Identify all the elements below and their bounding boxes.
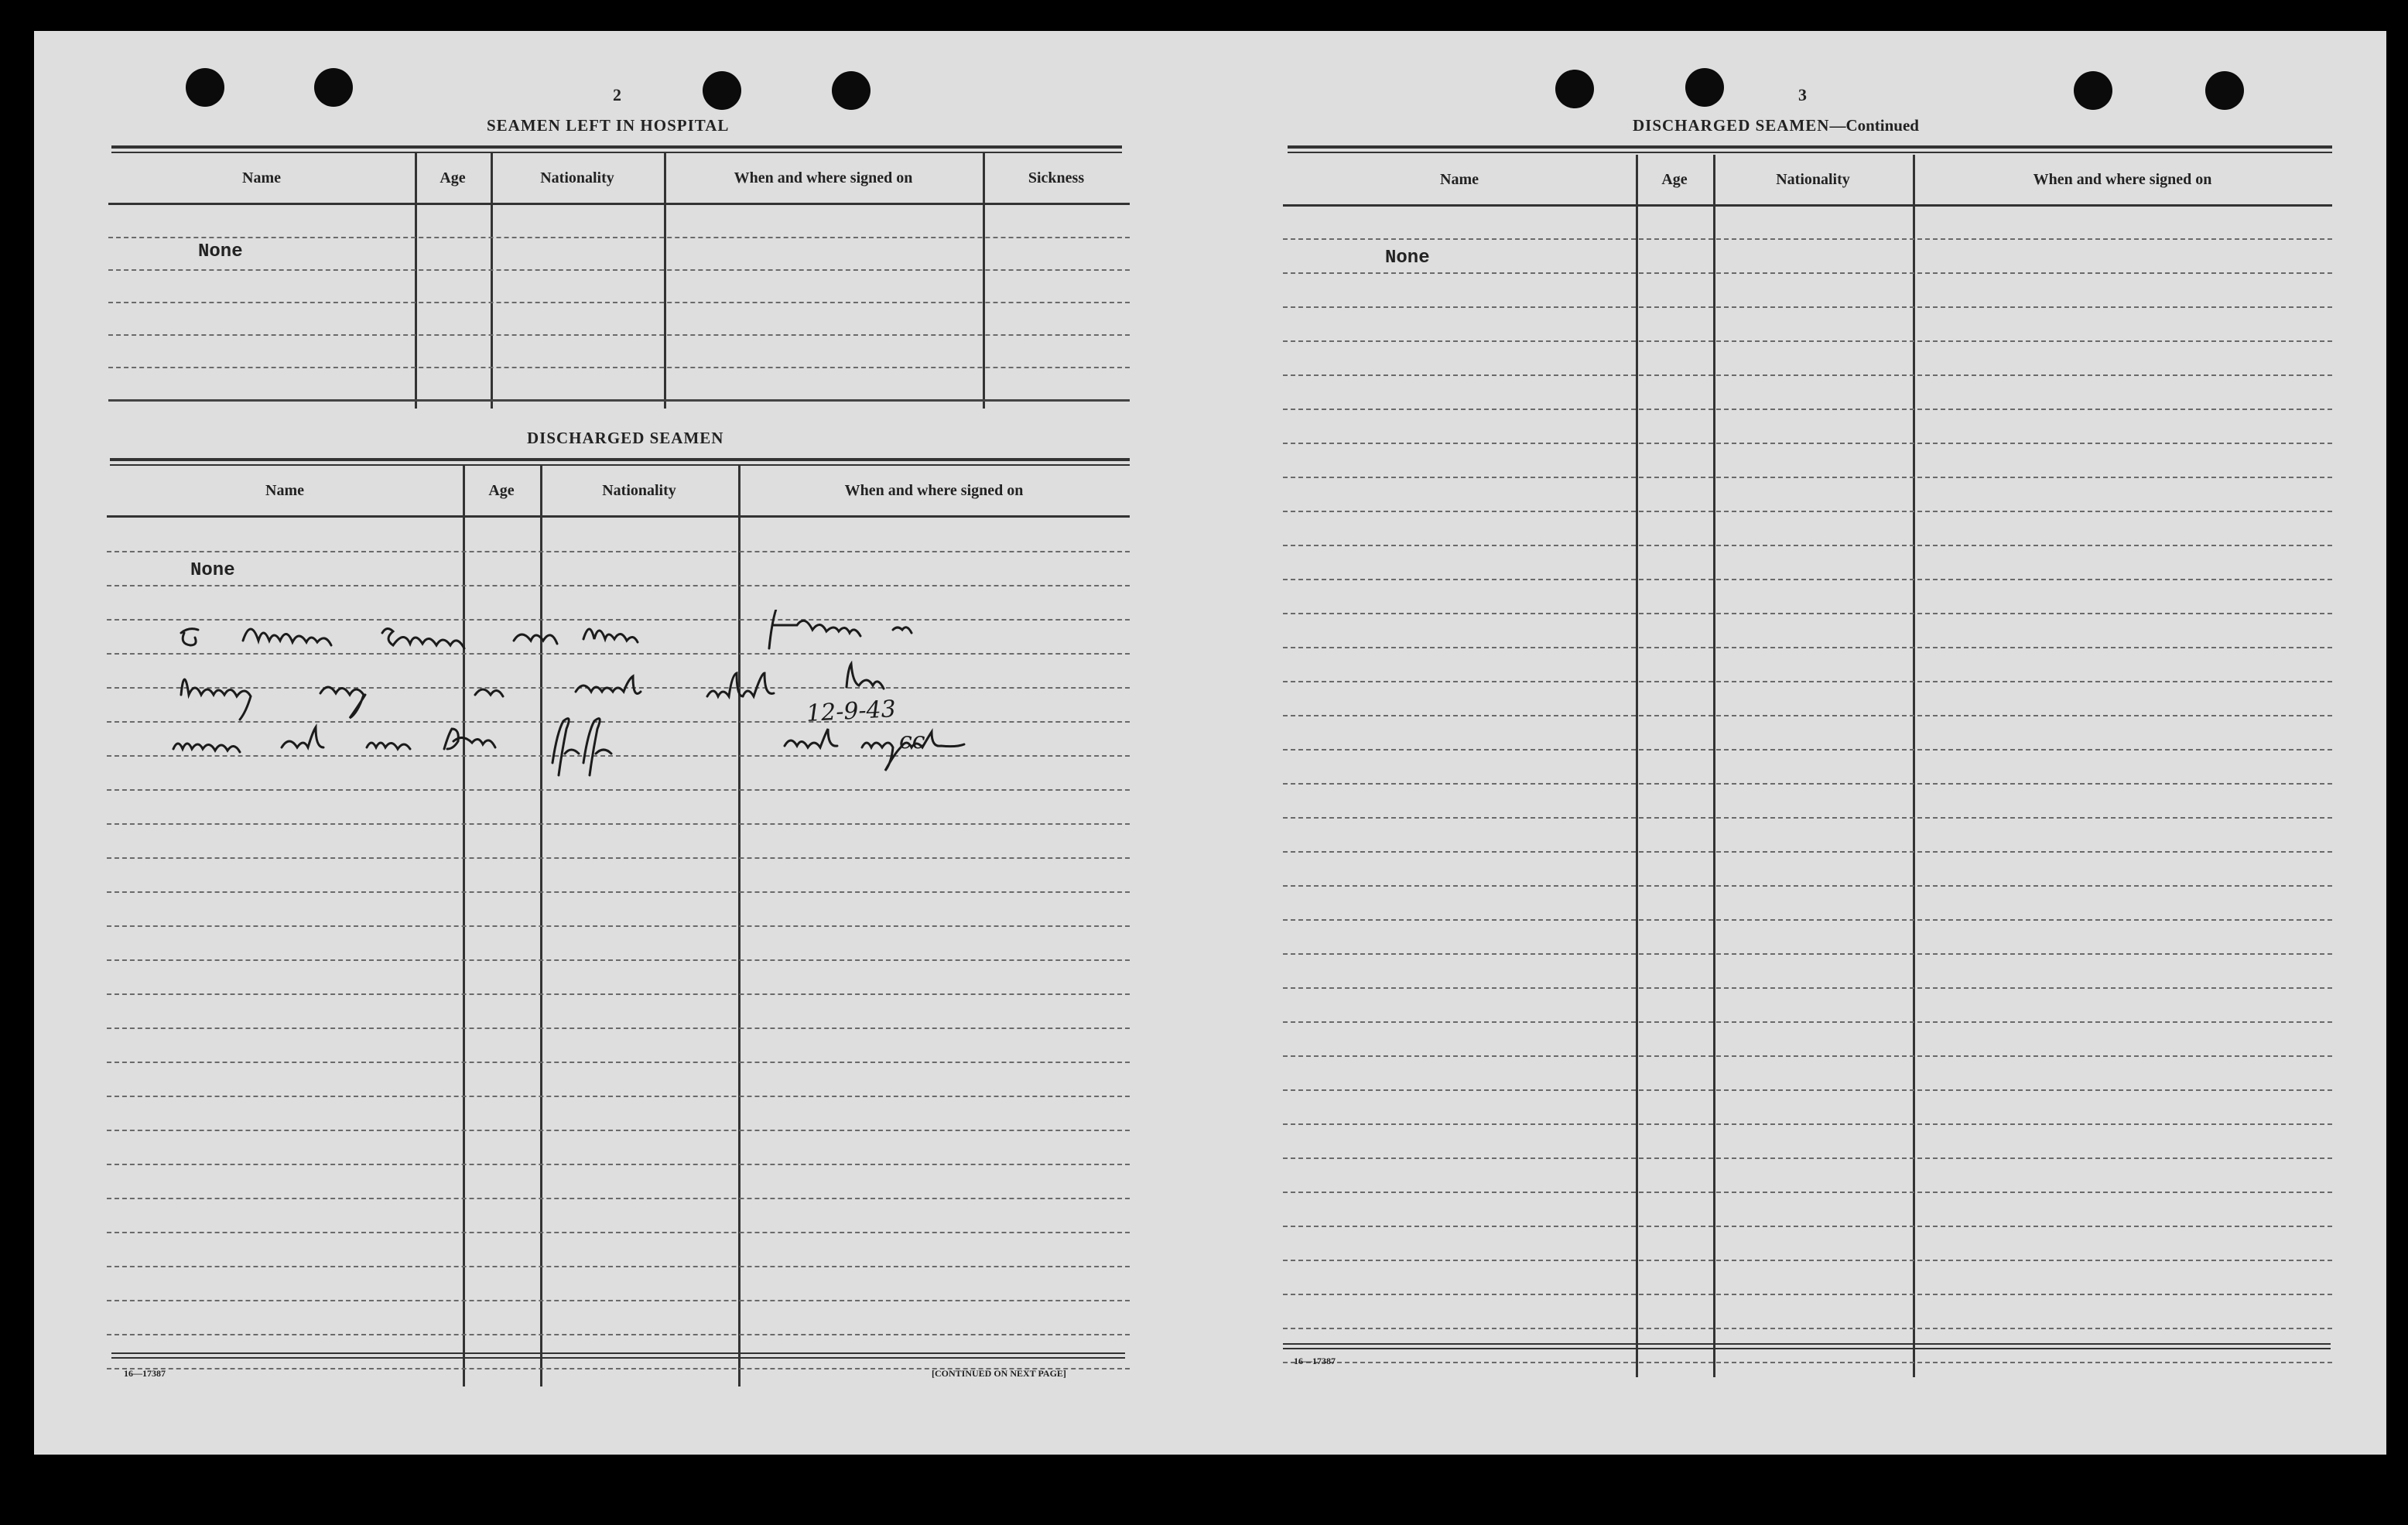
row-line	[107, 823, 1130, 825]
handwriting-strokes	[150, 610, 1117, 788]
column-divider	[1713, 155, 1715, 1377]
row-line	[1283, 681, 2332, 682]
header-rule	[108, 203, 1130, 205]
punch-hole	[314, 68, 353, 107]
column-divider	[1913, 155, 1915, 1377]
title-main: DISCHARGED SEAMEN	[1633, 116, 1830, 135]
row-line	[107, 925, 1130, 927]
row-line	[1283, 306, 2332, 308]
column-header-signed-on: When and where signed on	[844, 481, 1024, 499]
row-line	[1283, 919, 2332, 921]
row-line	[107, 1300, 1130, 1301]
handwritten-note	[150, 610, 1117, 788]
row-line	[1283, 749, 2332, 751]
row-line	[1283, 1294, 2332, 1295]
row-line	[1283, 851, 2332, 853]
bottom-rule	[1283, 1343, 2331, 1345]
page-number: 3	[1798, 85, 1807, 104]
row-line	[1283, 374, 2332, 376]
discharged-continued-entry: None	[1385, 248, 1430, 268]
row-line	[1283, 409, 2332, 410]
row-line	[108, 302, 1130, 303]
column-header-name: Name	[242, 169, 281, 186]
column-header-nationality: Nationality	[540, 169, 614, 186]
row-line	[107, 1334, 1130, 1335]
row-line	[1283, 953, 2332, 955]
punch-hole	[1685, 68, 1724, 107]
punch-hole	[1555, 70, 1594, 108]
title-rule	[1288, 145, 2332, 149]
bottom-rule	[1283, 1348, 2331, 1349]
row-line	[107, 959, 1130, 961]
row-line	[107, 585, 1130, 586]
column-header-name: Name	[1440, 170, 1479, 188]
column-header-age: Age	[488, 481, 515, 499]
column-divider	[664, 153, 666, 409]
row-line	[1283, 272, 2332, 274]
row-line	[107, 1232, 1130, 1233]
row-line	[1283, 1055, 2332, 1057]
discharged-table	[107, 466, 1130, 1387]
hospital-table	[108, 153, 1130, 409]
punch-hole	[2205, 71, 2244, 110]
row-line	[108, 269, 1130, 271]
punch-hole	[2074, 71, 2112, 110]
column-divider	[415, 153, 417, 409]
row-line	[1283, 885, 2332, 887]
column-divider	[983, 153, 985, 409]
row-line	[107, 891, 1130, 893]
column-header-age: Age	[1661, 170, 1688, 188]
form-number: 16—17387	[1294, 1356, 1336, 1366]
row-line	[107, 1027, 1130, 1029]
row-line	[1283, 443, 2332, 444]
title-rule	[1288, 152, 2332, 153]
row-line	[107, 551, 1130, 552]
row-line	[107, 1062, 1130, 1063]
row-line	[1283, 613, 2332, 614]
row-line	[1283, 1157, 2332, 1159]
row-line	[107, 857, 1130, 859]
punch-hole	[703, 71, 741, 110]
column-header-age: Age	[440, 169, 466, 186]
handwritten-initials: cc	[899, 727, 925, 754]
row-line	[107, 1266, 1130, 1267]
discharged-continued-table	[1283, 155, 2332, 1377]
row-line	[1283, 783, 2332, 785]
row-line	[108, 334, 1130, 336]
hospital-section-title: SEAMEN LEFT IN HOSPITAL	[487, 116, 730, 135]
row-line	[1283, 1328, 2332, 1329]
title-rule	[111, 145, 1122, 149]
header-rule	[1283, 204, 2332, 207]
row-line	[1283, 545, 2332, 546]
column-header-nationality: Nationality	[602, 481, 676, 499]
column-header-signed-on: When and where signed on	[2033, 170, 2212, 188]
row-line	[107, 789, 1130, 791]
hospital-entry: None	[198, 241, 243, 262]
row-line	[107, 1130, 1130, 1131]
row-line	[1283, 1362, 2332, 1363]
row-line	[1283, 579, 2332, 580]
row-line	[107, 993, 1130, 995]
row-line	[1283, 1260, 2332, 1261]
document-sheet	[34, 31, 2386, 1455]
row-line	[1283, 817, 2332, 819]
column-header-nationality: Nationality	[1776, 170, 1850, 188]
bottom-rule	[111, 1352, 1125, 1354]
punch-hole	[186, 68, 224, 107]
row-line	[1283, 1123, 2332, 1125]
row-line	[108, 237, 1130, 238]
row-line	[1283, 987, 2332, 989]
row-line	[107, 1096, 1130, 1097]
row-line	[108, 367, 1130, 368]
title-rule	[110, 458, 1130, 461]
discharged-continued-title	[1633, 116, 1919, 135]
row-line	[1283, 1226, 2332, 1227]
row-line	[107, 1198, 1130, 1199]
continued-note: [CONTINUED ON NEXT PAGE]	[932, 1368, 1066, 1379]
row-line	[1283, 1021, 2332, 1023]
row-line	[107, 1164, 1130, 1165]
handwritten-date: 12-9-43	[806, 695, 897, 728]
column-divider	[491, 153, 493, 409]
column-divider	[1636, 155, 1638, 1377]
row-line	[1283, 1089, 2332, 1091]
row-line	[1283, 647, 2332, 648]
punch-hole	[832, 71, 871, 110]
row-line	[108, 399, 1130, 402]
row-line	[1283, 238, 2332, 240]
header-rule	[107, 515, 1130, 518]
row-line	[1283, 1192, 2332, 1193]
bottom-rule	[111, 1357, 1125, 1359]
page-number: 2	[613, 85, 621, 104]
column-header-sickness: Sickness	[1028, 169, 1085, 186]
form-number: 16—17387	[124, 1368, 166, 1379]
column-header-name: Name	[265, 481, 304, 499]
row-line	[1283, 477, 2332, 478]
title-suffix: —Continued	[1829, 116, 1919, 135]
discharged-entry: None	[190, 560, 235, 581]
row-line	[1283, 511, 2332, 512]
row-line	[1283, 340, 2332, 342]
discharged-section-title: DISCHARGED SEAMEN	[527, 429, 724, 447]
column-header-signed-on: When and where signed on	[734, 169, 913, 186]
row-line	[1283, 715, 2332, 716]
